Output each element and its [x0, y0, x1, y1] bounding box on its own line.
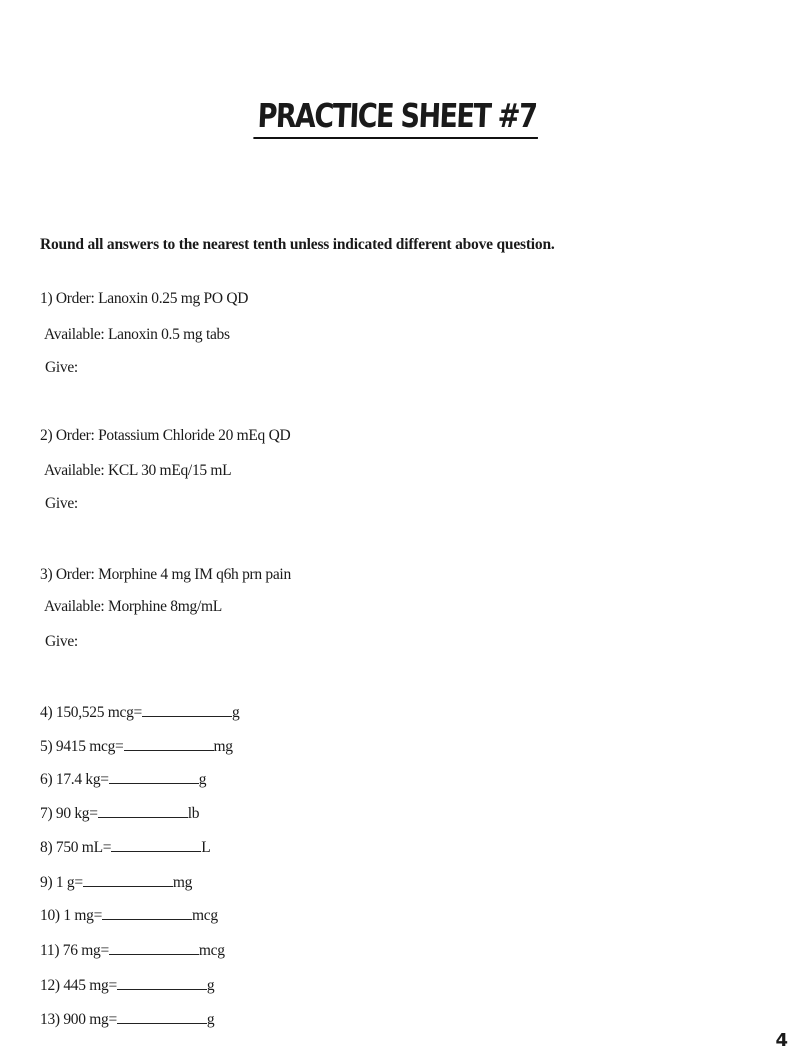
problem-3-give: Give: [45, 633, 78, 650]
conversion-5 [40, 737, 233, 756]
conversion-unit: lb [187, 805, 200, 822]
answer-blank[interactable] [109, 941, 199, 955]
conversion-unit: g [206, 1011, 215, 1028]
instructions: Round all answers to the nearest tenth unless indicated different above question. [40, 236, 555, 253]
problem-1-available: Available: Lanoxin 0.5 mg tabs [44, 326, 230, 343]
conversion-13 [40, 1010, 214, 1029]
answer-blank[interactable] [142, 703, 232, 717]
answer-blank[interactable] [117, 976, 207, 990]
answer-blank[interactable] [102, 906, 192, 920]
conversion-prefix: 10) 1 mg= [40, 907, 103, 924]
problem-3-available: Available: Morphine 8mg/mL [44, 598, 222, 615]
conversion-unit: mcg [198, 942, 225, 959]
answer-blank[interactable] [109, 770, 199, 784]
conversion-4 [40, 703, 239, 722]
answer-blank[interactable] [83, 873, 173, 887]
problem-2-give: Give: [45, 495, 78, 512]
conversion-unit: g [206, 977, 215, 994]
conversion-unit: g [198, 771, 207, 788]
conversion-unit: mg [172, 874, 193, 891]
conversion-10 [40, 906, 218, 925]
conversion-prefix: 9) 1 g= [40, 874, 83, 891]
conversion-prefix: 5) 9415 mcg= [40, 738, 124, 755]
answer-blank[interactable] [117, 1010, 207, 1024]
conversion-prefix: 7) 90 kg= [40, 805, 98, 822]
page-title: PRACTICE SHEET #7 [254, 96, 541, 139]
problem-2-order: 2) Order: Potassium Chloride 20 mEq QD [40, 427, 291, 444]
conversion-prefix: 11) 76 mg= [40, 942, 109, 959]
conversion-unit: g [231, 704, 240, 721]
problem-3-order: 3) Order: Morphine 4 mg IM q6h prn pain [40, 566, 291, 583]
conversion-8 [40, 838, 210, 857]
conversion-unit: mcg [192, 907, 218, 924]
answer-blank[interactable] [111, 838, 201, 852]
conversion-unit: mg [213, 738, 233, 755]
conversion-9 [40, 873, 192, 892]
conversion-prefix: 13) 900 mg= [40, 1011, 117, 1028]
problem-1-order: 1) Order: Lanoxin 0.25 mg PO QD [40, 290, 249, 307]
conversion-prefix: 8) 750 mL= [40, 839, 112, 856]
conversion-12 [40, 976, 214, 995]
problem-2-available: Available: KCL 30 mEq/15 mL [44, 462, 232, 479]
conversion-11 [40, 941, 225, 960]
problem-1-give: Give: [45, 359, 78, 376]
page-title-container [0, 96, 794, 139]
answer-blank[interactable] [124, 737, 214, 751]
page-number: 4 [775, 1030, 788, 1051]
answer-blank[interactable] [98, 804, 188, 818]
conversion-unit: L [201, 839, 211, 856]
conversion-prefix: 6) 17.4 kg= [40, 771, 109, 788]
conversion-6 [40, 770, 206, 789]
conversion-prefix: 4) 150,525 mcg= [40, 704, 142, 721]
conversion-7 [40, 804, 199, 823]
conversion-prefix: 12) 445 mg= [40, 977, 117, 994]
